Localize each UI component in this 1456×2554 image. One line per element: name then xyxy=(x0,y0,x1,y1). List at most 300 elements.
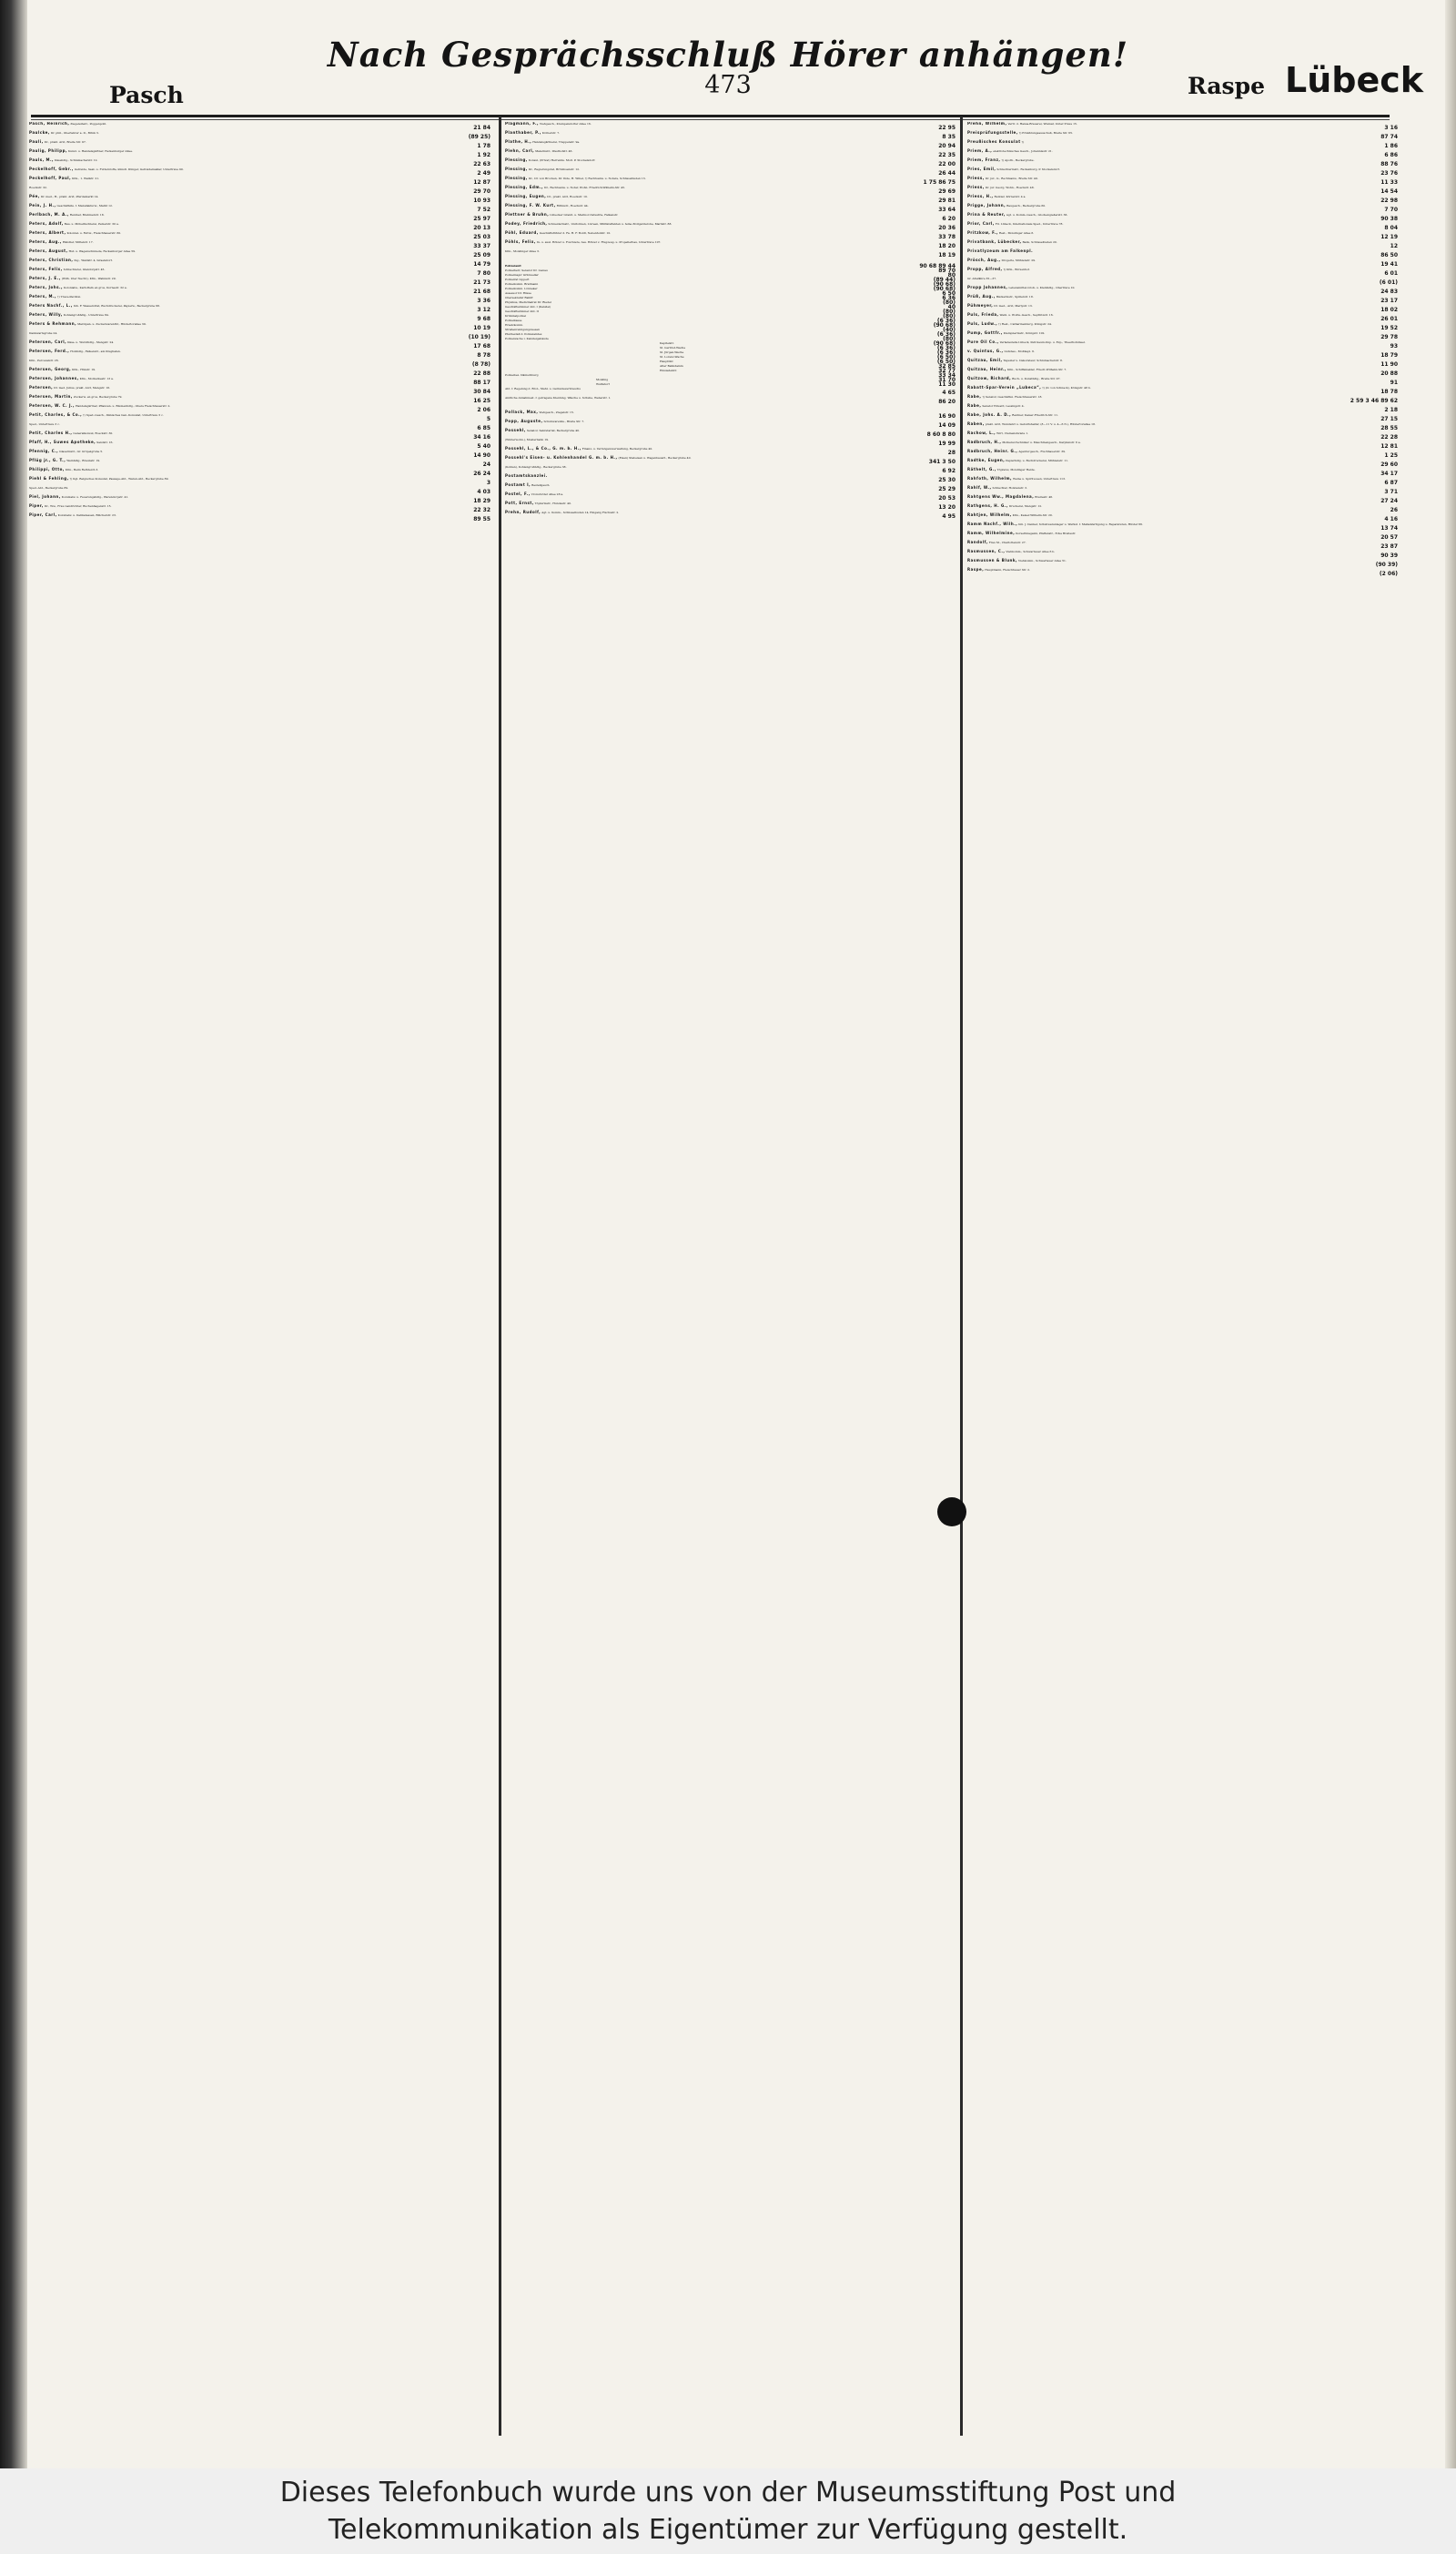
entry-description: (Wilh. Uter Nachf.), Kfm., Wahmstr. 29. xyxy=(61,277,116,280)
office-phone-number: (90 68) xyxy=(933,340,956,347)
entry-phone-number: 24 83 xyxy=(1380,289,1398,295)
entry-name: Propp Johannes, xyxy=(967,285,1008,289)
entry-phone-number: 22 95 xyxy=(938,125,956,131)
directory-entry xyxy=(967,167,1398,177)
office-row xyxy=(505,387,956,396)
entry-name: Priess, xyxy=(967,185,985,189)
entry-name: Pöhls, Felix, xyxy=(505,239,536,244)
entry-phone-number: 22 98 xyxy=(1380,198,1398,204)
entry-description: Cronsforder Allee 28 a. xyxy=(531,492,564,496)
office-phone-number: (80) xyxy=(943,313,956,319)
entry-description: (Eisen) Stabeisen u. Wagenbauart., Beckergrube 40. xyxy=(618,456,692,460)
office-phone-number: 32 77 xyxy=(938,368,956,374)
entry-phone-number: 7 70 xyxy=(1384,207,1398,213)
entry-description: Bäckermstr., Spillerstr. 18. xyxy=(996,295,1034,299)
entry-phone-number: 12 81 xyxy=(1380,443,1398,450)
office-phone-number: (40) xyxy=(943,327,956,333)
directory-entry xyxy=(967,413,1398,422)
entry-name: Petit, Charles, & Co., xyxy=(29,412,83,417)
entry-description: Kfm., Beim Rethteich 3. xyxy=(65,468,99,471)
directory-entry xyxy=(505,483,956,492)
entry-description: Papierhdlg. u. Buchdruckerei, Mühlenstr. 11. xyxy=(1006,459,1068,462)
entry-phone-number: 21 84 xyxy=(473,125,490,131)
entry-phone-number: 19 41 xyxy=(1380,261,1398,268)
entry-description: Vertr. d. Hansa-Brauerei, Wismar, Unter-Trave 15. xyxy=(1007,122,1077,126)
entry-description: Getreide, Saat- u. Futterstoffe, künstl. Dünger, Getreidemakler, Untertrave 90. xyxy=(74,167,184,171)
entry-name: Piper, Carl, xyxy=(29,512,57,517)
entry-name: Quitzow, Richard, xyxy=(967,376,1012,380)
directory-entry xyxy=(967,295,1398,304)
entry-name: Rasmussen, C., xyxy=(967,549,1006,553)
office-phone-number: (6 36) xyxy=(936,350,956,356)
directory-entry xyxy=(29,277,490,286)
entry-name: Priem, A., xyxy=(967,148,993,153)
left-catchword: Pasch xyxy=(109,82,184,108)
entry-description: Senator Eduard, Lessingstr. 4. xyxy=(982,404,1025,408)
entry-description: Schneidermstr., Uniformen, Livreen, Militäreffekten u. feine Zivilgarderobe, Marlistr. 88. xyxy=(548,222,672,226)
entry-description: †) Apoth., Beckergrube. xyxy=(1001,158,1035,162)
entry-phone-number: 23 17 xyxy=(1380,298,1398,304)
entry-name: Prehn, Rudolf, xyxy=(505,510,541,514)
entry-name: Puls, Frieda, xyxy=(967,312,999,317)
entry-description: Finanz- u. Vermögensverwaltung, Beckergrube 40. xyxy=(581,447,653,451)
directory-entry xyxy=(29,368,490,377)
directory-entry xyxy=(967,204,1398,213)
entry-name: Perlbach, M. A., xyxy=(29,212,69,217)
entry-phone-number: 29 60 xyxy=(1380,461,1398,468)
office-name: Amtliche Annahmest. f. getragene Kleidung, Wäsche u. Schuhe, Weberstr. 1. xyxy=(505,396,612,400)
directory-entry xyxy=(967,249,1398,258)
entry-name: Rahfoth, Wilhelm, xyxy=(967,476,1013,481)
office-name: Polizeimajor Grünweller xyxy=(505,273,539,277)
page-edge xyxy=(1445,0,1456,2468)
entry-description: Viehgesch., Ziegelstr. 15. xyxy=(539,410,574,414)
office-name: Polizeirat Lippert xyxy=(505,278,530,281)
entry-phone-number: 8 60 8 80 xyxy=(926,431,956,438)
directory-entry xyxy=(967,131,1398,140)
entry-description: Wirt, Clemenstwiete 1. xyxy=(996,431,1029,435)
entry-description: Dr. jur. Georg, Wohn., Roeckstr. 48. xyxy=(985,186,1035,189)
entry-phone-number: 11 33 xyxy=(1380,179,1398,186)
directory-entry xyxy=(29,495,490,504)
entry-name: Petersen, Carl, xyxy=(29,340,67,344)
office-name: Polizeikomm. Bratmann xyxy=(505,282,539,286)
entry-description: Agt. u. Komm.-Gesch., Glockengießerstr. 36. xyxy=(1006,213,1068,217)
entry-name: Priess, xyxy=(967,176,985,180)
entry-name: Popp, Auguste, xyxy=(505,419,543,423)
directory-entry xyxy=(29,240,490,249)
entry-phone-number: 29 81 xyxy=(938,198,956,204)
directory-entry xyxy=(29,186,490,195)
office-name: Geschäftszimmer Abt. I (Kanzlei) xyxy=(505,305,551,309)
entry-name: Petersen, xyxy=(29,385,54,390)
entry-description: Kfm., 1. Wallstr. 21. xyxy=(72,177,100,180)
office-name: Polizeiwache i. Kanzleigebäude xyxy=(505,337,549,340)
directory-entry xyxy=(967,158,1398,167)
office-name: St. Gertrud-Wache xyxy=(660,346,686,350)
entry-description: Rentier, Körnerstr. 4 a. xyxy=(994,195,1026,198)
entry-description: Geschäftshs. f. Manufakturw., Markt 12. xyxy=(56,204,113,208)
entry-description: elektrotechnisches Gesch., Johannisstr. 21. xyxy=(993,149,1053,153)
directory-entry xyxy=(967,450,1398,459)
entry-phone-number: 1 92 xyxy=(477,152,490,158)
directory-entry xyxy=(29,213,490,222)
entry-phone-number: 4 95 xyxy=(942,513,956,520)
entry-name: Quitzau, Emil, xyxy=(967,358,1003,362)
entry-description: Viehkomm., Schwartauer Allee 6 b. xyxy=(1006,550,1056,553)
entry-description: †) Kfm., Börsenhof. xyxy=(1003,268,1030,271)
entry-phone-number: 6 85 xyxy=(477,425,490,431)
entry-phone-number: 34 17 xyxy=(1380,471,1398,477)
entry-description: Bau- u. Möbeltischlerei, Pelzerstr. 30 a. xyxy=(64,222,119,226)
directory-entry xyxy=(505,167,956,177)
directory-entry xyxy=(967,231,1398,240)
polizeibezirk-sub xyxy=(505,378,956,387)
entry-description: Kolonialw. u. Delikatessen, Blücherstr. 23. xyxy=(57,513,116,517)
entry-description: Sped., Untertrave 3 c. xyxy=(29,422,60,426)
directory-entry xyxy=(967,422,1398,431)
entry-phone-number: 25 97 xyxy=(473,216,490,222)
entry-name: Peters, Willy, xyxy=(29,312,63,317)
directory-entry xyxy=(29,340,490,350)
directory-entry xyxy=(505,158,956,167)
directory-entry xyxy=(29,504,490,513)
entry-description: Dr., Dr. von Brocken, Dr. Ihde, H. Wibel, †) Rechtsanw. u. Notare, Schüsselbuden 13. xyxy=(528,177,646,180)
entry-phone-number: 14 79 xyxy=(473,261,490,268)
directory-entry xyxy=(967,140,1398,149)
directory-entry xyxy=(967,177,1398,186)
entry-phone-number: 7 52 xyxy=(477,207,490,213)
entry-name: Pöhl, Eduard, xyxy=(505,230,539,235)
entry-name: Pump, Gottfr., xyxy=(967,330,1003,335)
entry-name: Philippi, Otto, xyxy=(29,467,65,471)
directory-entry xyxy=(967,541,1398,550)
directory-entry xyxy=(967,441,1398,450)
entry-phone-number: 3 71 xyxy=(1384,489,1398,495)
office-phone-number: (80) xyxy=(943,336,956,342)
entry-description: Weine u. Spirituosen, Untertrave 113. xyxy=(1013,477,1066,481)
directory-entry xyxy=(29,149,490,158)
entry-phone-number: 12 87 xyxy=(473,179,490,186)
entry-phone-number: 33 64 xyxy=(938,207,956,213)
entry-name: Prehn, Wilhelm, xyxy=(967,122,1007,126)
entry-phone-number: 5 40 xyxy=(477,443,490,450)
entry-name: Raspe, xyxy=(967,567,985,572)
entry-description: †) Senator, Geschäftsz. Fleischhauerstr. 18. xyxy=(982,395,1043,399)
entry-description: †) Trave-Pavillon. xyxy=(57,295,82,299)
entry-description: Viehkomm., Schwartauer Allee 51. xyxy=(1018,559,1067,562)
entry-name: Pfaff, H., Suwes Apotheke, xyxy=(29,440,96,444)
entry-name: Possehl, xyxy=(505,428,526,432)
entry-phone-number: (8 78) xyxy=(471,361,490,368)
entry-name: Pritzkow, F., xyxy=(967,230,998,235)
directory-entry xyxy=(967,277,1398,286)
directory-entry xyxy=(29,386,490,395)
entry-phone-number: 16 90 xyxy=(938,413,956,420)
entry-description: Weinhdlg., Braunstr. 19. xyxy=(66,459,101,462)
entry-phone-number: 14 09 xyxy=(938,422,956,429)
entry-description: Zuckerw. en gros, Beckergrube 79. xyxy=(73,395,123,399)
directory-entry xyxy=(505,231,956,240)
entry-name: Possehl's Eisen- u. Kohlenhandel G. m. b. H., xyxy=(505,455,618,460)
entry-name: Paulcke, xyxy=(29,130,50,135)
entry-description: Kfm., Percevalstr. 26. xyxy=(29,359,59,362)
directory-entry xyxy=(29,413,490,422)
entry-phone-number: 1 75 86 75 xyxy=(923,179,956,186)
office-phone-number: 32 85 xyxy=(938,363,956,370)
entry-phone-number: 25 03 xyxy=(473,234,490,240)
office-name: Polizeikomm. Lönneker xyxy=(505,287,538,290)
entry-name: Propp, Alfred, xyxy=(967,267,1003,271)
directory-entry xyxy=(29,204,490,213)
entry-description: Kohlengroßhdlg., Untertrave 84. xyxy=(63,313,109,317)
office-phone-number: (6 36) xyxy=(936,318,956,324)
directory-entry xyxy=(505,502,956,511)
entry-phone-number: 22 00 xyxy=(938,161,956,167)
entry-description: Körnerstr. 7. xyxy=(541,131,561,135)
entry-description: Tapezier u. Dekorateur, Schlumacherstr. 8. xyxy=(1003,359,1063,362)
entry-phone-number: 20 88 xyxy=(1380,370,1398,377)
entry-name: Rahlf, W., xyxy=(967,485,992,490)
entry-name: Preisprüfungsstelle, xyxy=(967,130,1018,135)
office-phone-number: (6 50) xyxy=(936,354,956,360)
entry-name: Räthelt, G., xyxy=(967,467,996,471)
directory-entry xyxy=(29,313,490,322)
directory-entry xyxy=(505,240,956,249)
office-name: Physikus, Medizinalrat Dr. Riedel xyxy=(505,300,551,304)
directory-entry xyxy=(29,477,490,486)
entry-description: Käse- u. Wursthdlg., Mengstr. 24. xyxy=(67,340,115,344)
header-rule-thin xyxy=(31,119,1390,120)
directory-entry xyxy=(967,550,1398,559)
office-phone-number: 40 xyxy=(947,304,956,310)
entry-name: Rachow, L., xyxy=(967,431,996,435)
directory-entry xyxy=(29,222,490,231)
entry-name: Peters, Adolf, xyxy=(29,221,64,226)
directory-entry xyxy=(29,231,490,240)
entry-name: Piper, xyxy=(29,503,44,508)
entry-phone-number: 25 30 xyxy=(938,477,956,483)
punch-hole-mark xyxy=(937,1497,966,1526)
office-phone-number: (80) xyxy=(943,309,956,315)
entry-description: Drogerie, Mühlenstr. 29. xyxy=(1001,258,1036,262)
entry-phone-number: 11 90 xyxy=(1380,361,1398,368)
entry-description: Dr. phil., Oberlehrer a. D., Brink 3. xyxy=(50,131,99,135)
office-name: Pferdestall d. Polizeiamtes xyxy=(505,332,542,336)
directory-entry xyxy=(967,513,1398,522)
entry-phone-number: 88 76 xyxy=(1380,161,1398,167)
entry-description: In- u. ausl. Hölzer u. Fourniere, bes. Hölzer z. Flugzeug- u. Propellerbau, Untertrave 107. xyxy=(536,240,662,244)
directory-entry xyxy=(29,331,490,340)
entry-description: Dr. med. Julius, prakt. Arzt, Mengstr. 16. xyxy=(54,386,111,390)
column-divider xyxy=(960,117,963,2436)
directory-entry xyxy=(967,368,1398,377)
entry-phone-number: 1 86 xyxy=(1384,143,1398,149)
entry-description: Schlachter, Holstenstr. 3. xyxy=(992,486,1028,490)
directory-entry xyxy=(967,532,1398,541)
directory-entry xyxy=(967,559,1398,568)
directory-entry xyxy=(967,459,1398,468)
entry-name: Petersen, W. C. J., xyxy=(29,403,75,408)
directory-entry xyxy=(967,222,1398,231)
directory-entry xyxy=(29,322,490,331)
directory-entry xyxy=(967,322,1398,331)
entry-name: Peters, Johs., xyxy=(29,285,64,289)
entry-description: Konsul, (Privat) Herrenhs. Mori. P. Stockelsdorf. xyxy=(528,158,596,162)
entry-description: Sped.-Abt., Beckergrube 89. xyxy=(29,486,69,490)
entry-description: (Winterwohn.), Musterbahn 19. xyxy=(505,438,550,441)
entry-phone-number: 22 32 xyxy=(473,507,490,513)
entry-phone-number: 29 69 xyxy=(938,188,956,195)
entry-description: Lebensmittel-Groß- u. Kleinhdlg., Obertrave 10. xyxy=(1008,286,1076,289)
entry-phone-number: 1 78 xyxy=(477,143,490,149)
entry-name: Plessing, F. W. Kurt, xyxy=(505,203,556,208)
office-phone-number: 80 xyxy=(947,272,956,279)
entry-name: Prior, Carl, xyxy=(967,221,995,226)
entry-name: Planthaber, P., xyxy=(505,130,541,135)
directory-entry xyxy=(967,258,1398,268)
polizeibezirk-label: Polizeibez. Dänischburg xyxy=(505,373,539,377)
entry-description: Weiß- u. Wollw.-Gesch., Seydlitzstr. 16. xyxy=(999,313,1054,317)
book-spine xyxy=(0,0,27,2468)
entry-phone-number: 4 16 xyxy=(1384,516,1398,522)
directory-entry xyxy=(505,149,956,158)
entry-name: Plettner & Bruhn, xyxy=(505,212,550,217)
entry-phone-number: 17 68 xyxy=(473,343,490,350)
entry-phone-number: (10 19) xyxy=(468,334,490,340)
entry-phone-number: 8 04 xyxy=(1384,225,1398,231)
entry-description: Dr. med., H., prakt. Arzt, Pferdemarkt 14. xyxy=(40,195,99,198)
entry-name: Peters, J. E., xyxy=(29,276,61,280)
entry-name: Pflüg jr., G. T., xyxy=(29,458,66,462)
entry-description: Molkerei-Techniker u. Maschinengesch., Karpfenstr. 6 a. xyxy=(1002,441,1081,444)
entry-description: Breitestr. 46. xyxy=(1035,495,1054,499)
entry-name: Raben, xyxy=(967,421,985,426)
entry-description: Baugesch., Beckergrube 60. xyxy=(1006,204,1046,208)
entry-description: Viehgesch., Krempelsdorfer Allee 16. xyxy=(540,122,592,126)
entry-phone-number: 33 37 xyxy=(473,243,490,249)
entry-phone-number: 27 15 xyxy=(1380,416,1398,422)
entry-description: Glasermstr., Gr. Gröpelgrube 5. xyxy=(59,450,104,453)
entry-description: Agt. u. Komm., Schüsselbuden 14, Eingang Fischsstr. 2. xyxy=(541,511,620,514)
directory-entry xyxy=(967,431,1398,441)
entry-phone-number: 7 80 xyxy=(477,270,490,277)
entry-description: †) Rest., Catharinenburg, Königstr. 24. xyxy=(998,322,1052,326)
entry-name: Prüß, Aug., xyxy=(967,294,996,299)
entry-phone-number: 18 20 xyxy=(938,243,956,249)
entry-name: Peters, Aug., xyxy=(29,239,62,244)
entry-phone-number: 12 19 xyxy=(1380,234,1398,240)
entry-name: Peters & Rehmann, xyxy=(29,321,77,326)
directory-entry xyxy=(505,465,956,474)
polizeiamt-tel: 90 68 89 44 xyxy=(919,263,956,269)
directory-entry xyxy=(29,131,490,140)
entry-name: Prina & Reuter, xyxy=(967,212,1006,217)
directory-entry xyxy=(967,568,1398,577)
entry-phone-number: 86 50 xyxy=(1380,252,1398,258)
office-name: Geschäftszimmer Abt. II xyxy=(505,309,539,313)
city-label: Lübeck xyxy=(1285,60,1424,100)
entry-name: Rabatt-Spar-Verein „Lubeca“, xyxy=(967,385,1042,390)
entry-description: Lübecker Granit- u. Marmor-Industrie, Falkenstr. xyxy=(550,213,619,217)
entry-description: Gutsbes., Moltkepl. 6. xyxy=(1004,350,1035,353)
entry-name: Petersen, Johannes, xyxy=(29,376,79,380)
entry-name: Peters, August, xyxy=(29,248,68,253)
directory-entry xyxy=(505,186,956,195)
directory-entry xyxy=(29,359,490,368)
office-phone-number: (89 44) xyxy=(933,277,956,283)
entry-phone-number: 6 86 xyxy=(1384,152,1398,158)
office-name: Polizeiherr, Senator Dr. Lienau xyxy=(505,269,548,272)
directory-entry xyxy=(29,513,490,522)
entry-name: Pott, Ernst, xyxy=(505,501,534,505)
entry-name: Rahtjen, Wilhelm, xyxy=(967,512,1012,517)
entry-description: Agenturgesch., Fischhauerstr. 39. xyxy=(1018,450,1067,453)
directory-entry xyxy=(505,249,956,258)
entry-phone-number: 89 55 xyxy=(473,516,490,522)
entry-description: Buch- u. Kunsthdlg., Breite Str. 97. xyxy=(1012,377,1061,380)
directory-entry xyxy=(967,286,1398,295)
entry-description: Hauptmann, Fleischhauer Str. 2. xyxy=(985,568,1030,572)
entry-name: Privatlyzeum am Falkenpl. xyxy=(967,248,1034,253)
entry-name: Pfennig, C., xyxy=(29,449,59,453)
entry-phone-number: 21 73 xyxy=(473,279,490,286)
office-phone-number: (6 50) xyxy=(936,359,956,365)
office-phone-number: (6 36) xyxy=(936,345,956,351)
footer-line-2: Telekommunikation als Eigentümer zur Verfügung gestellt. xyxy=(328,2514,1128,2546)
entry-phone-number: 30 84 xyxy=(473,389,490,395)
directory-entry xyxy=(967,304,1398,313)
entry-description: Kolonial- u. Fettw., Fleischhauerstr. 60. xyxy=(66,231,122,235)
entry-name: Plehn, Carl, xyxy=(505,148,535,153)
entry-phone-number: 18 02 xyxy=(1380,307,1398,313)
directory-entry xyxy=(967,331,1398,340)
entry-name: Plessing, xyxy=(505,157,528,162)
entry-phone-number: 29 78 xyxy=(1380,334,1398,340)
directory-entry xyxy=(505,122,956,131)
office-phone-number: 4 65 xyxy=(942,390,956,396)
page-number: 473 xyxy=(704,71,752,99)
entry-phone-number: 22 63 xyxy=(473,161,490,167)
entry-phone-number: 13 74 xyxy=(1380,525,1398,532)
entry-phone-number: 3 36 xyxy=(477,298,490,304)
entry-description: Marzipan- u. Zuckerwarenfbr., Hüxtertorallee 39. xyxy=(77,322,147,326)
directory-entry xyxy=(967,477,1398,486)
entry-description: Rittmstr., Roeckstr. 44. xyxy=(556,204,589,208)
directory-entry xyxy=(29,295,490,304)
entry-description: Dr. med., Arzt, Marlystr. 13. xyxy=(994,304,1033,308)
entry-name: Plagmann, F., xyxy=(505,122,540,126)
directory-entry xyxy=(29,158,490,167)
entry-description: Rest., Moislinger Allee 6. xyxy=(998,231,1035,235)
entry-name: Pühmeyer, xyxy=(967,303,994,308)
entry-description: Malermstr., Westhofstr. 46. xyxy=(535,149,573,153)
entry-name: Possehl, L., & Co., G. m. b. H., xyxy=(505,446,581,451)
directory-entry xyxy=(29,450,490,459)
entry-description: Bank, Schüsselbuden 20. xyxy=(1022,240,1057,244)
entry-description: Töpferei, Moislinger Heide. xyxy=(996,468,1036,471)
directory-entry xyxy=(967,359,1398,368)
entry-name: Peters, Felix, xyxy=(29,267,63,271)
office-phone-number: 6 36 xyxy=(942,295,956,301)
directory-entry xyxy=(967,340,1398,350)
entry-name: Radbruch, H., xyxy=(967,440,1002,444)
entry-name: Prigge, Johann, xyxy=(967,203,1006,208)
entry-name: Peckelhoff, Gebr., xyxy=(29,167,74,171)
directory-entry xyxy=(29,431,490,441)
entry-description: Kfm., Hüxstr. 19. xyxy=(72,368,96,371)
entry-phone-number: 10 93 xyxy=(473,198,490,204)
